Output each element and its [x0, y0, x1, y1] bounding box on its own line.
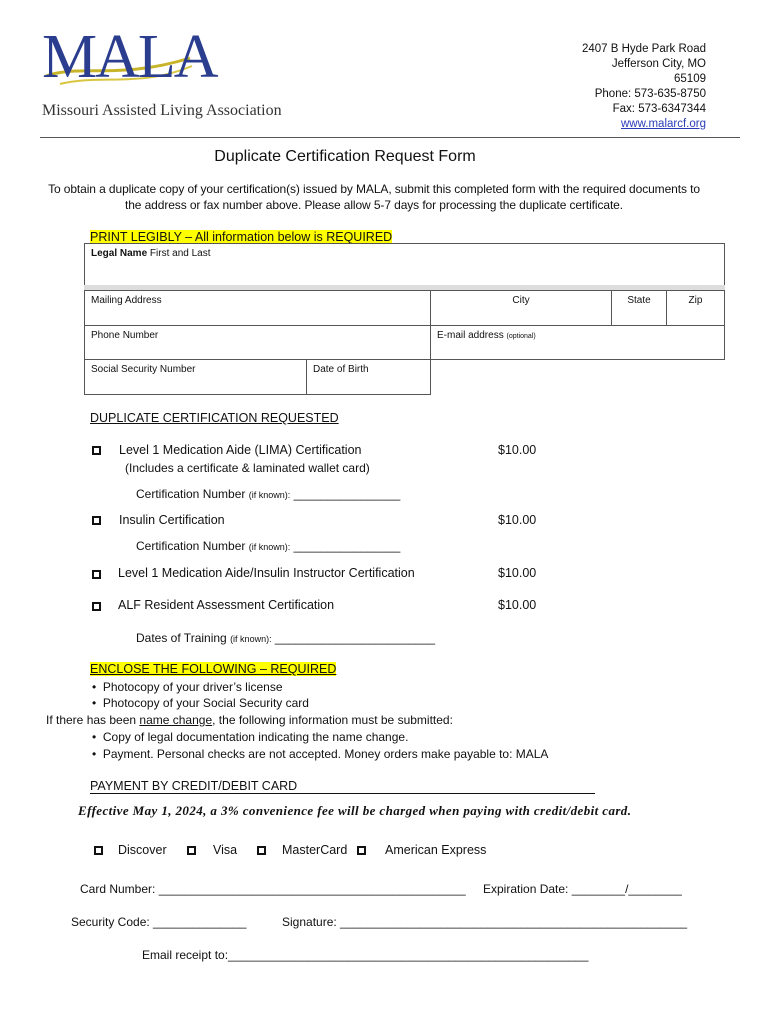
print-legibly-heading: PRINT LEGIBLY – All information below is REQUIRED	[90, 230, 393, 244]
legal-name-field[interactable]	[84, 243, 725, 290]
security-code-field[interactable]: Security Code: ______________	[71, 915, 247, 929]
alf-checkbox[interactable]	[92, 602, 101, 611]
legal-name-label: Legal Name	[91, 248, 148, 259]
alf-price: $10.00	[498, 598, 537, 612]
expiration-date-field[interactable]: Expiration Date: ________/________	[483, 882, 682, 896]
cert-number-line-2[interactable]: Certification Number (if known): ________________	[136, 539, 401, 553]
mastercard-checkbox[interactable]	[257, 846, 266, 855]
name-change-text: If there has been name change, the following information must be submitted:	[46, 713, 453, 727]
insulin-label: Insulin Certification	[119, 513, 225, 527]
cert-number-line-1[interactable]: Certification Number (if known): ________________	[136, 487, 401, 501]
instructor-checkbox[interactable]	[92, 570, 101, 579]
visa-label: Visa	[213, 843, 238, 857]
mala-logo: MALA	[42, 23, 217, 91]
mailing-address-field[interactable]: Mailing Address	[84, 290, 431, 326]
email-receipt-field[interactable]: Email receipt to:______________________________________________________	[142, 948, 589, 962]
legal-name-hint: First and Last	[149, 248, 211, 259]
city-field[interactable]: City	[430, 290, 612, 326]
zip-field[interactable]: Zip	[666, 290, 725, 326]
enclose-heading: ENCLOSE THE FOLLOWING – REQUIRED	[90, 662, 337, 676]
fax-number: Fax: 573-6347344	[612, 103, 706, 115]
address-block	[582, 42, 706, 132]
enclose-bullet-4: • Payment. Personal checks are not accepted. Money orders make payable to: MALA	[92, 747, 549, 761]
intro-text: To obtain a duplicate copy of your certification(s) issued by MALA, submit this completed form with the required documents to the address or fax number above. Please allow 5-7 days for processing the duplicate certificate.	[48, 182, 700, 212]
ssn-field[interactable]: Social Security Number	[84, 359, 307, 395]
phone-number: Phone: 573-635-8750	[594, 88, 706, 100]
payment-heading: PAYMENT BY CREDIT/DEBIT CARD	[90, 779, 595, 794]
mastercard-label: MasterCard	[282, 843, 348, 857]
enclose-bullet-1: • Photocopy of your driver’s license	[92, 680, 283, 694]
amex-checkbox[interactable]	[357, 846, 366, 855]
insulin-checkbox[interactable]	[92, 516, 101, 525]
amex-label: American Express	[385, 843, 487, 857]
header-rule	[40, 137, 740, 138]
instructor-label: Level 1 Medication Aide/Insulin Instructor Certification	[118, 566, 415, 580]
state-field[interactable]: State	[611, 290, 667, 326]
address-line-2: Jefferson City, MO	[611, 58, 706, 70]
form-title: Duplicate Certification Request Form	[214, 148, 476, 165]
visa-checkbox[interactable]	[187, 846, 196, 855]
card-number-field[interactable]: Card Number: ______________________________________________	[80, 882, 466, 896]
lima-sublabel: (Includes a certificate & laminated wallet card)	[125, 461, 370, 475]
alf-label: ALF Resident Assessment Certification	[118, 598, 335, 612]
instructor-price: $10.00	[498, 566, 537, 580]
insulin-price: $10.00	[498, 513, 537, 527]
effective-notice: Effective May 1, 2024, a 3% convenience fee will be charged when paying with credit/debit card.	[78, 803, 632, 818]
signature-field[interactable]: Signature: ____________________________________________________	[282, 915, 688, 929]
duplicate-cert-heading: DUPLICATE CERTIFICATION REQUESTED	[90, 411, 339, 425]
org-name: Missouri Assisted Living Association	[42, 102, 282, 119]
dob-field[interactable]: Date of Birth	[306, 359, 431, 395]
website-link[interactable]: www.malarcf.org	[621, 118, 706, 130]
dates-of-training-line[interactable]: Dates of Training (if known): ________________________	[136, 631, 436, 645]
email-optional-hint: (optional)	[506, 333, 536, 340]
discover-checkbox[interactable]	[94, 846, 103, 855]
enclose-bullet-2: • Photocopy of your Social Security card	[92, 696, 309, 710]
address-line-1: 2407 B Hyde Park Road	[581, 43, 706, 55]
email-field[interactable]: E-mail address (optional)	[430, 325, 725, 360]
enclose-bullet-3: • Copy of legal documentation indicating the name change.	[92, 730, 409, 744]
address-line-3: 65109	[674, 73, 706, 85]
discover-label: Discover	[118, 843, 167, 857]
lima-price: $10.00	[498, 443, 537, 457]
lima-checkbox[interactable]	[92, 446, 101, 455]
lima-label: Level 1 Medication Aide (LIMA) Certification	[119, 443, 362, 457]
phone-number-field[interactable]: Phone Number	[84, 325, 431, 360]
